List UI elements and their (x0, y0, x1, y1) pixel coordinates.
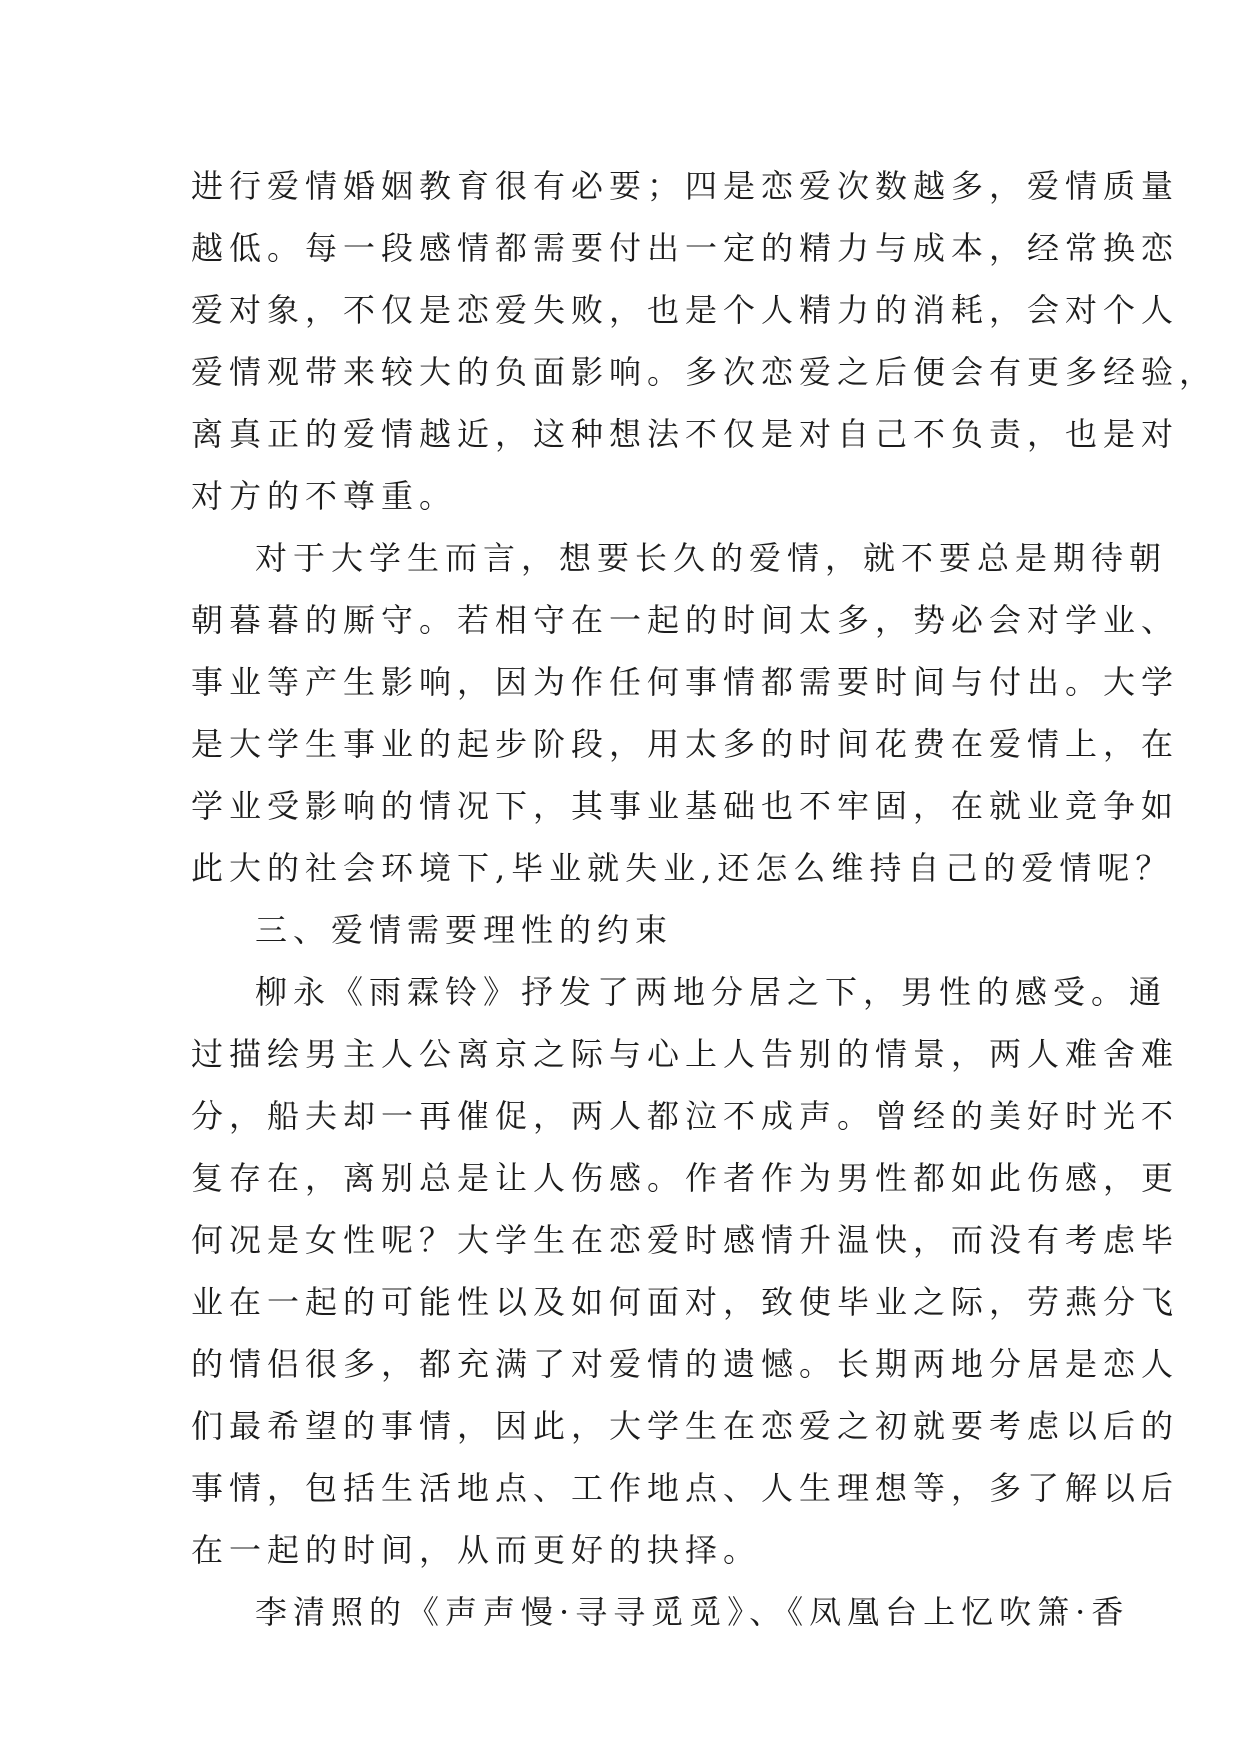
text-line: 进行爱情婚姻教育很有必要；四是恋爱次数越多，爱情质量 (191, 167, 1180, 205)
text-line: 过描绘男主人公离京之际与心上人告别的情景，两人难舍难 (191, 1035, 1180, 1073)
text-line: 分，船夫却一再催促，两人都泣不成声。曾经的美好时光不 (191, 1097, 1180, 1135)
text-line: 是大学生事业的起步阶段，用太多的时间花费在爱情上，在 (191, 725, 1180, 763)
text-line: 对方的不尊重。 (191, 477, 458, 515)
text-line: 在一起的时间，从而更好的抉择。 (191, 1531, 762, 1569)
paragraph-first-line: 对于大学生而言，想要长久的爱情，就不要总是期待朝 (255, 539, 1168, 577)
text-line: 的情侣很多，都充满了对爱情的遗憾。长期两地分居是恋人 (191, 1345, 1180, 1383)
text-line: 复存在，离别总是让人伤感。作者作为男性都如此伤感，更 (191, 1159, 1180, 1197)
text-line: 们最希望的事情，因此，大学生在恋爱之初就要考虑以后的 (191, 1407, 1180, 1445)
body-text (191, 155, 1218, 1643)
text-line: 业在一起的可能性以及如何面对，致使毕业之际，劳燕分飞 (191, 1283, 1180, 1321)
text-line: 事情，包括生活地点、工作地点、人生理想等，多了解以后 (191, 1469, 1180, 1507)
text-line: 爱对象，不仅是恋爱失败，也是个人精力的消耗，会对个人 (191, 291, 1180, 329)
paragraph-first-line: 三、爱情需要理性的约束 (255, 911, 674, 949)
text-line: 此大的社会环境下,毕业就失业,还怎么维持自己的爱情呢？ (191, 849, 1174, 887)
text-line: 朝暮暮的厮守。若相守在一起的时间太多，势必会对学业、 (191, 601, 1180, 639)
text-line: 越低。每一段感情都需要付出一定的精力与成本，经常换恋 (191, 229, 1180, 267)
text-line: 何况是女性呢？大学生在恋爱时感情升温快，而没有考虑毕 (191, 1221, 1180, 1259)
text-line: 爱情观带来较大的负面影响。多次恋爱之后便会有更多经验， (191, 353, 1218, 391)
text-line: 学业受影响的情况下，其事业基础也不牢固，在就业竞争如 (191, 787, 1180, 825)
text-line: 离真正的爱情越近，这种想法不仅是对自己不负责，也是对 (191, 415, 1180, 453)
text-line: 事业等产生影响，因为作任何事情都需要时间与付出。大学 (191, 663, 1180, 701)
paragraph-first-line: 李清照的《声声慢·寻寻觅觅》、《凤凰台上忆吹箫·香 (255, 1593, 1130, 1631)
paragraph-first-line: 柳永《雨霖铃》抒发了两地分居之下，男性的感受。通 (255, 973, 1168, 1011)
